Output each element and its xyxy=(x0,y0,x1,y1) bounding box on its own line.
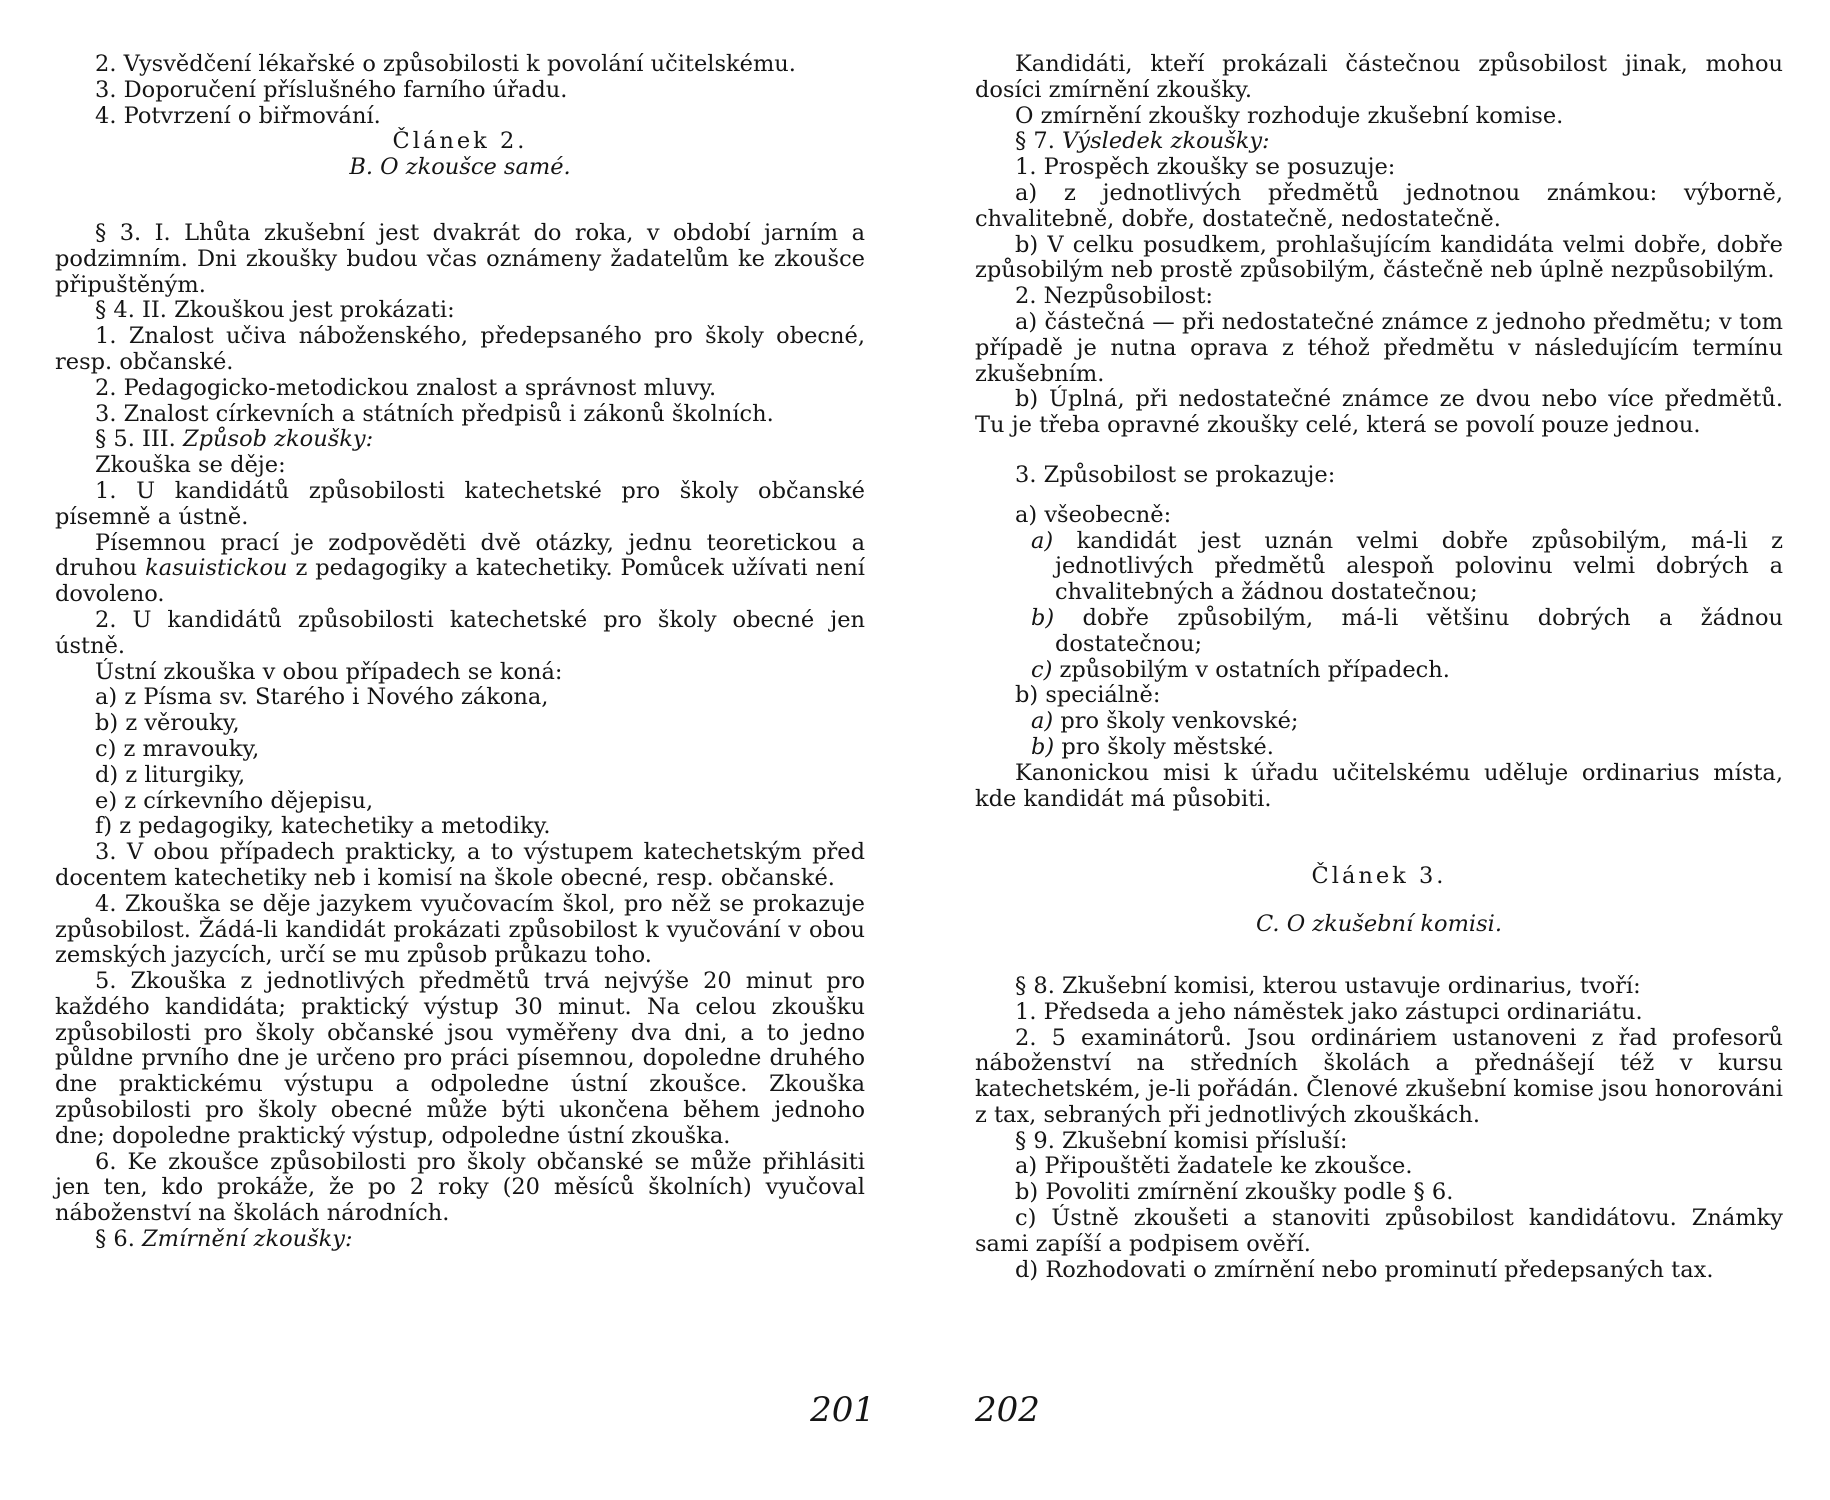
list-item: d) z liturgiky, xyxy=(95,761,246,788)
paragraph: 3. Doporučení příslušného farního úřadu. xyxy=(95,76,568,103)
list-item: d) Rozhodovati o zmírnění nebo prominutí předepsaných tax. xyxy=(1015,1256,1714,1283)
text-run: Písemnou prací je zodpověděti dvě otázky, jednu teoretickou a druhou xyxy=(55,529,865,582)
paragraph: § 4. II. Zkouškou jest prokázati: xyxy=(95,297,455,324)
paragraph: 1. Znalost učiva náboženského, předepsaného pro školy obecné, resp. občanské. xyxy=(55,323,865,375)
paragraph: a) z jednotlivých předmětů jednotnou známkou: výborně, chvalitebně, dobře, dostatečně, nedostatečně. xyxy=(975,179,1783,232)
section-title: Způsob zkoušky: xyxy=(183,426,374,453)
paragraph: 1. Prospěch zkoušky se posuzuje: xyxy=(1015,154,1396,181)
item-text: pro školy městské. xyxy=(1061,733,1274,760)
item-marker: c) xyxy=(1031,656,1053,683)
paragraph: Kanonickou misi k úřadu učitelskému uděluje ordinarius místa, kde kandidát má působiti. xyxy=(975,759,1783,812)
right-page xyxy=(975,0,1795,1500)
paragraph: § 9. Zkušební komisi přísluší: xyxy=(1015,1127,1348,1154)
page-number: 202 xyxy=(975,1390,1040,1430)
paragraph: b) V celku posudkem, prohlašujícím kandidáta velmi dobře, dobře způsobilým neb prostě způsobilým, částečně neb úplně nezpůsobilým. xyxy=(975,231,1783,284)
item-marker: b) xyxy=(1031,604,1055,631)
section-number: § 7. xyxy=(1015,128,1055,155)
paragraph: 3. V obou případech prakticky, a to výstupem katechetským před docentem katechetiky neb i komisí na škole obecné, resp. občanské. xyxy=(55,839,865,891)
paragraph: Kandidáti, kteří prokázali částečnou způsobilost jinak, mohou dosíci zmírnění zkoušky. xyxy=(975,51,1783,103)
item-marker: b) xyxy=(1031,733,1055,760)
paragraph: Zkouška se děje: xyxy=(95,452,286,479)
article-subheading: B. O zkoušce samé. xyxy=(349,154,571,181)
list-item: a) Připouštěti žadatele ke zkoušce. xyxy=(1015,1153,1413,1180)
right-page-text xyxy=(975,52,1783,1283)
article-heading: Článek 2. xyxy=(392,128,528,155)
left-page xyxy=(55,0,875,1500)
item-marker: a) xyxy=(1031,708,1054,735)
paragraph xyxy=(55,531,865,608)
article-heading: Článek 3. xyxy=(1311,863,1447,890)
paragraph: Ústní zkouška v obou případech se koná: xyxy=(95,658,563,685)
emphasis: kasuistickou xyxy=(145,555,288,582)
paragraph: 1. Předseda a jeho náměstek jako zástupci ordinariátu. xyxy=(1015,998,1643,1025)
item-text: kandidát jest uznán velmi dobře způsobilým, má-li z jednotlivých předmětů alespoň polovinu velmi dobrých a chvalitebných a žádnou dostatečnou; xyxy=(1055,527,1784,606)
paragraph: 2. 5 examinátorů. Jsou ordináriem ustanoveni z řad profesorů náboženství na středních školách a přednášejí též v kursu katechetském, je-li pořádán. Členové zkušební komise jsou honorováni z tax, sebraných při jednotlivých zkouškách. xyxy=(975,1024,1783,1128)
item-text: způsobilým v ostatních případech. xyxy=(1059,656,1450,683)
paragraph: 4. Potvrzení o biřmování. xyxy=(95,102,381,129)
paragraph: 2. U kandidátů způsobilosti katechetské pro školy obecné jen ústně. xyxy=(55,606,865,659)
paragraph: 1. U kandidátů způsobilosti katechetské pro školy občanské písemně a ústně. xyxy=(55,477,865,530)
paragraph: § 8. Zkušební komisi, kterou ustavuje ordinarius, tvoří: xyxy=(1015,972,1641,999)
paragraph xyxy=(55,427,865,453)
section-title: Zmírnění zkoušky: xyxy=(142,1226,353,1253)
paragraph xyxy=(55,1227,865,1253)
paragraph: b) Úplná, při nedostatečné známce ze dvou nebo více předmětů. Tu je třeba opravné zkoušky celé, která se povolí pouze jednou. xyxy=(975,386,1783,439)
paragraph: 2. Vysvědčení lékařské o způsobilosti k povolání učitelskému. xyxy=(95,51,796,77)
item-text: dobře způsobilým, má-li většinu dobrých a žádnou dostatečnou; xyxy=(1055,604,1783,657)
paragraph: 5. Zkouška z jednotlivých předmětů trvá nejvýše 20 minut pro každého kandidáta; praktický výstup 30 minut. Na celou zkoušku způsobilosti pro školy občanské jsou vyměřeny dva dni, a to jedno půldne prvního dne je určeno pro práci písemnou, dopoledne druhého dne praktickému výstupu a odpoledne ústní zkoušce. Zkouška způsobilosti pro školy obecné může býti ukončena během jednoho dne; dopoledne praktický výstup, odpoledne ústní zkouška. xyxy=(55,968,865,1149)
list-item: f) z pedagogiky, katechetiky a metodiky. xyxy=(95,813,551,840)
list-item: c) z mravouky, xyxy=(95,735,260,762)
section-title: Výsledek zkoušky: xyxy=(1062,128,1270,155)
paragraph: b) speciálně: xyxy=(1015,682,1161,709)
list-item: b) Povoliti zmírnění zkoušky podle § 6. xyxy=(1015,1179,1454,1206)
paragraph: 2. Nezpůsobilost: xyxy=(1015,283,1213,310)
list-item xyxy=(975,735,1783,761)
text-run: z pedagogiky a katechetiky. Pomůcek užívati není dovoleno. xyxy=(55,555,866,608)
item-marker: a) xyxy=(1031,527,1054,554)
paragraph xyxy=(975,129,1783,155)
list-item: e) z církevního dějepisu, xyxy=(95,787,374,814)
section-number: § 5. III. xyxy=(95,426,176,453)
left-page-text xyxy=(55,52,865,1253)
list-item xyxy=(975,709,1783,735)
list-item: a) z Písma sv. Starého i Nového zákona, xyxy=(95,684,549,711)
paragraph: 3. Znalost církevních a státních předpisů i zákonů školních. xyxy=(95,400,774,427)
item-text: pro školy venkovské; xyxy=(1060,708,1299,735)
list-item xyxy=(975,658,1783,684)
article-subheading: C. O zkušební komisi. xyxy=(1255,911,1502,938)
paragraph: O zmírnění zkoušky rozhoduje zkušební komise. xyxy=(1015,102,1564,129)
paragraph: a) všeobecně: xyxy=(1015,501,1172,528)
list-item xyxy=(975,606,1783,658)
list-item: c) Ústně zkoušeti a stanoviti způsobilost kandidátovu. Známky sami zapíší a podpisem ověří. xyxy=(975,1205,1783,1257)
paragraph: a) částečná — při nedostatečné známce z jednoho předmětu; v tom případě je nutna oprava z téhož předmětu v následujícím termínu zkušebním. xyxy=(975,308,1783,387)
section-number: § 6. xyxy=(95,1226,135,1253)
paragraph: 6. Ke zkoušce způsobilosti pro školy občanské se může přihlásiti jen ten, kdo prokáže, že po 2 roky (20 měsíců školních) vyučoval náboženství na školách národních. xyxy=(55,1148,865,1227)
paragraph: 2. Pedagogicko-metodickou znalost a správnost mluvy. xyxy=(95,374,717,401)
page-number: 201 xyxy=(810,1390,875,1430)
list-item: b) z věrouky, xyxy=(95,710,240,737)
paragraph: § 3. I. Lhůta zkušební jest dvakrát do roka, v období jarním a podzimním. Dni zkoušky budou včas oznámeny žadatelům ke zkoušce připuštěným. xyxy=(55,219,865,298)
list-item xyxy=(975,529,1783,606)
paragraph: 4. Zkouška se děje jazykem vyučovacím škol, pro něž se prokazuje způsobilost. Žádá-li kandidát prokázati způsobilost k vyučování v obou zemských jazycích, určí se mu způsob průkazu toho. xyxy=(55,890,865,969)
paragraph: 3. Způsobilost se prokazuje: xyxy=(1015,461,1336,488)
